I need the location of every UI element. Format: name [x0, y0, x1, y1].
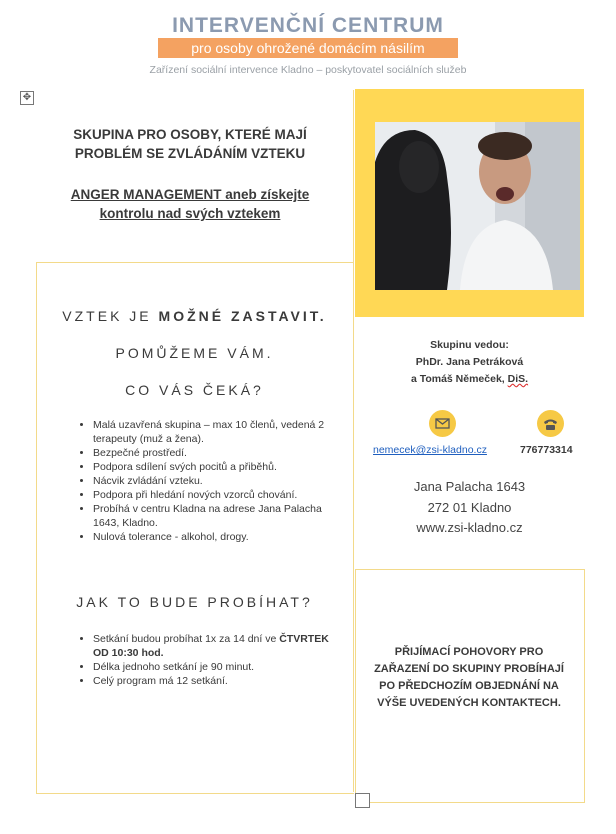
phone-icon	[537, 410, 564, 437]
email-link[interactable]: nemecek@zsi-kladno.cz	[373, 444, 487, 456]
list-item: • Setkání budou probíhat 1x za 14 dní ve ČTVRTEK OD 10:30 hod.	[93, 632, 339, 660]
group-heading: SKUPINA PRO OSOBY, KTERÉ MAJÍ PROBLÉM SE ZVLÁDÁNÍM VZTEKU	[73, 127, 307, 161]
table-resize-handle[interactable]	[355, 793, 370, 808]
list-item: • Délka jednoho setkání je 90 minut.	[93, 660, 339, 674]
address-street: Jana Palacha 1643	[413, 479, 526, 494]
address-city: 272 01 Kladno	[427, 500, 512, 515]
email-icon	[429, 410, 456, 437]
kicker-how-it-works: JAK TO BUDE PROBÍHAT?	[76, 594, 313, 610]
leaders-label: Skupinu vedou:	[430, 339, 509, 351]
list-item: • Podpora sdílení svých pocitů a přiběhů.	[93, 460, 339, 474]
interview-note: PŘIJÍMACÍ POHOVORY PRO ZAŘAZENÍ DO SKUPINY PROBÍHAJÍ PO PŘEDCHOZÍM OBJEDNÁNÍ NA VÝŠE UVEDENÝCH KONTAKTECH.	[374, 646, 564, 709]
leader-name-2: a Tomáš Němeček, DiS.	[410, 373, 529, 385]
org-title: INTERVENČNÍ CENTRUM	[172, 14, 444, 37]
schedule-list	[73, 632, 339, 688]
anger-management-heading: ANGER MANAGEMENT aneb získejte kontrolu nad svých vztekem	[70, 187, 310, 221]
list-item: • Malá uzavřená skupina – max 10 členů, vedená 2 terapeuty (muž a žena).	[93, 418, 339, 446]
kicker-stop-anger: VZTEK JE MOŽNÉ ZASTAVIT.	[62, 308, 327, 324]
org-subtitle: pro osoby ohrožené domácím násilím	[158, 38, 458, 58]
website: www.zsi-kladno.cz	[416, 520, 523, 535]
list-item: • Probíhá v centru Kladna na adrese Jana Palacha 1643, Kladno.	[93, 502, 339, 530]
org-caption: Zařízení sociální intervence Kladno – poskytovatel sociálních služeb	[149, 64, 467, 76]
list-item: • Podpora při hledání nových vzorců chování.	[93, 488, 339, 502]
list-item: • Bezpečné prostředí.	[93, 446, 339, 460]
benefits-list	[73, 418, 339, 544]
phone-number: 776773314	[520, 444, 573, 456]
column-divider	[353, 90, 354, 792]
kicker-what-awaits: CO VÁS ČEKÁ?	[125, 382, 264, 398]
list-item: • Nácvik zvládání vzteku.	[93, 474, 339, 488]
list-item: • Celý program má 12 setkání.	[93, 674, 339, 688]
table-move-handle-icon[interactable]: ✥	[20, 91, 34, 105]
angry-man-photo	[375, 122, 580, 290]
list-item: • Nulová tolerance - alkohol, drogy.	[93, 530, 339, 544]
group-leaders	[355, 337, 584, 388]
kicker-we-help: POMŮŽEME VÁM.	[115, 345, 274, 361]
leader-name-1: PhDr. Jana Petráková	[415, 356, 524, 368]
